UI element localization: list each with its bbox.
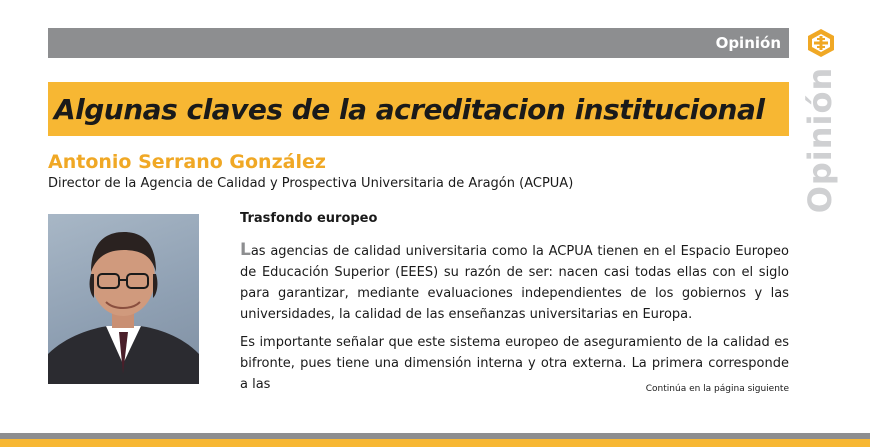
article-title: Algunas claves de la acreditacion institucional <box>54 93 765 126</box>
footer-yellow-stripe <box>0 439 870 447</box>
hexagon-logo-icon <box>806 28 836 58</box>
author-portrait <box>48 214 199 384</box>
portrait-illustration <box>48 214 199 384</box>
paragraph-1-text: as agencias de calidad universitaria como la ACPUA tienen en el Espacio Europeo de Educación Superior (EEES) su razón de ser: nacen casi todas ellas con el siglo para garantizar, mediante evaluaciones independientes de los gobiernos y las universidades, la calidad de las enseñanzas universitarias en Europa. <box>240 244 789 322</box>
section-label: Opinión <box>715 34 781 52</box>
author-role: Director de la Agencia de Calidad y Prospectiva Universitaria de Aragón (ACPUA) <box>48 176 574 191</box>
vertical-label-text: Opinión <box>801 66 839 214</box>
continue-note: Continúa en la página siguiente <box>645 384 789 394</box>
section-heading: Trasfondo europeo <box>240 211 378 226</box>
dropcap: L <box>240 240 251 260</box>
paragraph-1 <box>240 240 789 325</box>
author-name: Antonio Serrano González <box>48 151 326 173</box>
section-header-bar <box>48 28 789 58</box>
title-bar <box>48 82 789 136</box>
vertical-section-label <box>780 66 860 214</box>
paragraph-2: Es importante señalar que este sistema europeo de aseguramiento de la calidad es bifronte, pues tiene una dimensión interna y otra externa. La primera corresponde a las <box>240 335 789 392</box>
